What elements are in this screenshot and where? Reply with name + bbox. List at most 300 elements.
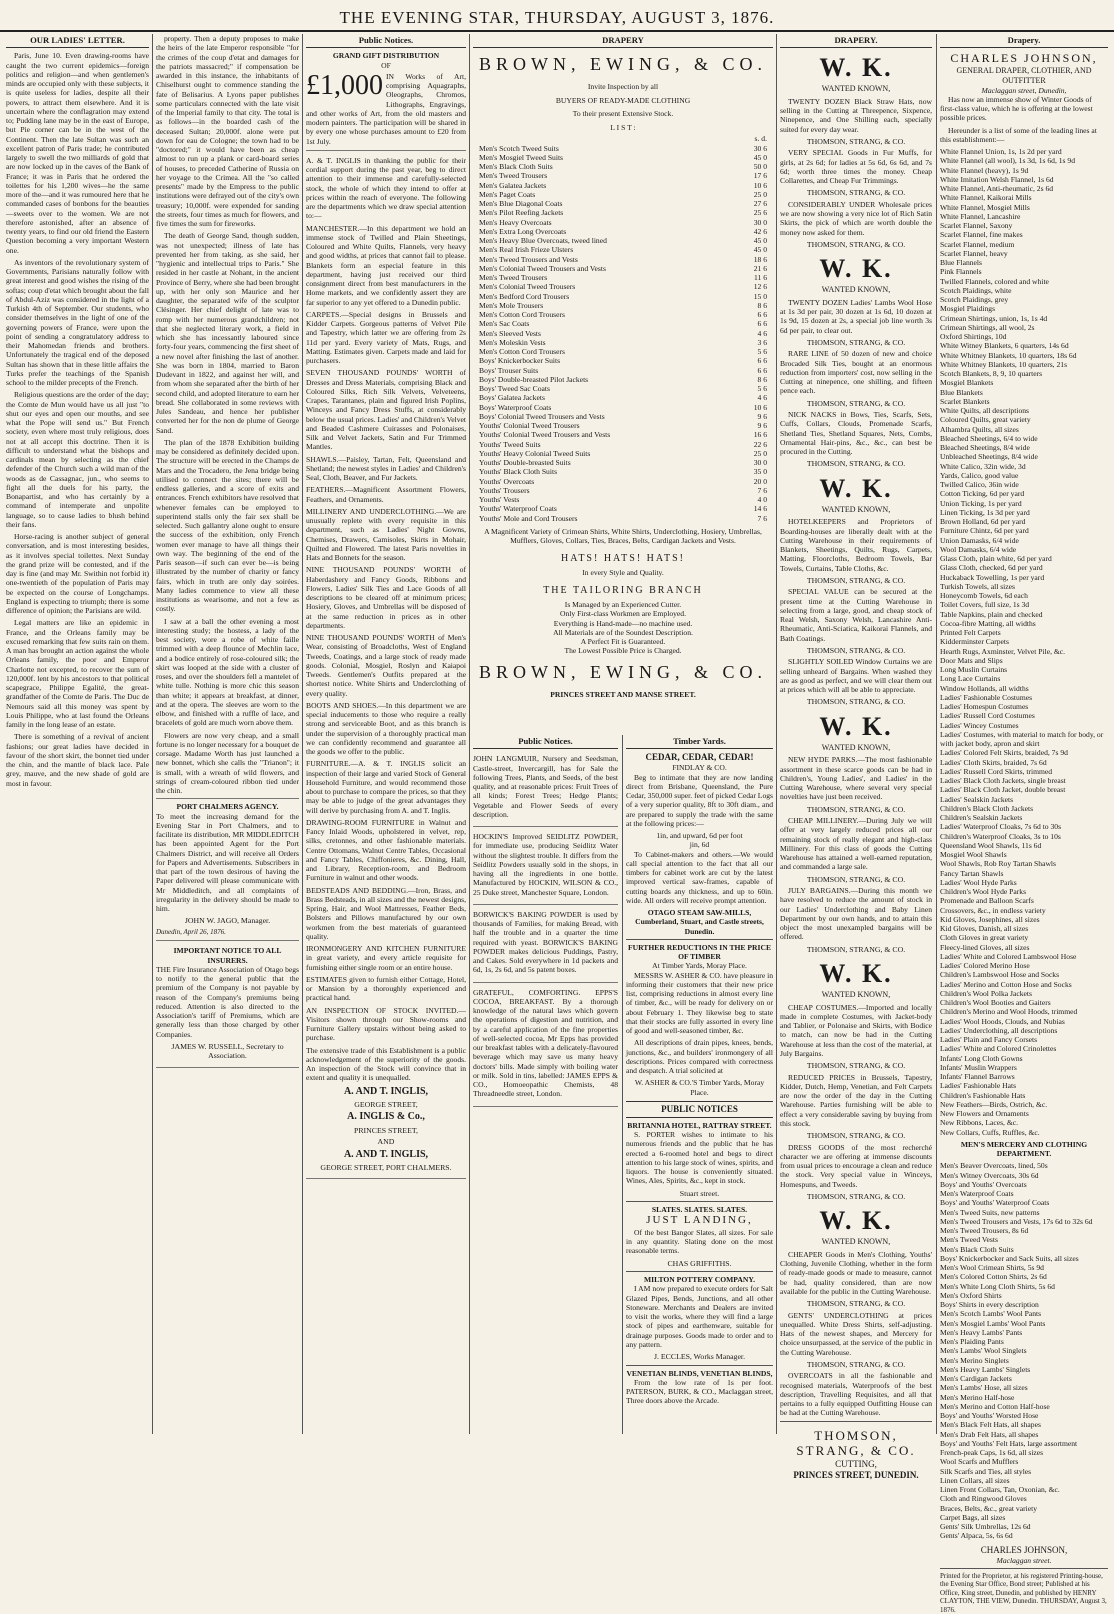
goods-line: Union Damasks, 6/4 wide: [940, 535, 1019, 545]
wanted-known: WANTED KNOWN,: [821, 504, 891, 514]
price-list-row: [479, 486, 767, 495]
article-paragraph: Religious questions are the order of the day; the Comte de Mun would have us all just "to shut our eyes and open our mouths, and see what the Pope will send us." But French society, even where most truly religious, does not at all accept this doctrine. Then it is difficult to understand what the bishops and cardinals mean by selecting as the chief defender of the Church such a wild man of the woods as de Cassagnac, jun., who seems to fight all the duels for his party, the Bonapartist, and who has certainly by a command of intemperate and unpolite language, so to cause ladies to blush behind their fans.: [6, 390, 149, 529]
charles-johnson-address: Maclaggan street, Dunedin,: [981, 85, 1067, 95]
goods-line: White Flannel, Lancashire: [940, 211, 1021, 221]
goods-line: Blue Flannels: [940, 258, 982, 268]
price-item-value: 25 6: [753, 208, 767, 218]
goods-line: Cotton Ticking, 6d per yard: [940, 489, 1025, 499]
price-list: [473, 134, 773, 523]
thomson-strang-signature: THOMSON, STRANG, & CO.: [806, 944, 906, 954]
price-item-name: Youths' Overcoats: [479, 476, 535, 486]
thomson-strang-signature: THOMSON, STRANG, & CO.: [806, 697, 906, 707]
brown-ewing-address: PRINCES STREET AND MANSE STREET.: [550, 689, 696, 699]
thomson-strang-brand: THOMSON, STRANG, & CO.: [796, 1427, 916, 1459]
thomson-strang-cutting: CUTTING,: [835, 1459, 877, 1470]
price-item-name: Men's Colonial Tweed Trousers: [479, 282, 576, 292]
goods-line: Linen Ticking, 1s 3d per yard: [940, 507, 1030, 517]
gift-distribution-of: OF: [381, 60, 391, 70]
inglis-paragraph: CARPETS.—Special designs in Brussels and Kidder Carpets. Gorgeous patterns of Velvet Pile and Tapestry, which latter we are offering from 2s 11d per yard. Every variety of Mats, Rugs, and Matting. Estimates given. Carpets made and laid for purchasers.: [306, 309, 466, 366]
asher-text-2: All descriptions of drain pipes, knees, bends, junctions, &c., and builders' ironmongery of all descriptions. Prices compared with correctness and despatch. A trial solicited at: [626, 1038, 773, 1076]
price-list-row: [479, 301, 767, 310]
inglis-paragraph: SHAWLS.—Paisley, Tartan, Felt, Queensland and Shetland; the newest styles in Ladies' and Children's Seal, Cloth, Beaver, and Fur Jackets.: [306, 454, 466, 483]
mens-goods-line: Men's Tweed Trousers and Vests, 17s 6d to 32s 6d: [940, 1216, 1093, 1226]
price-list-row: [479, 236, 767, 245]
price-item-value: 4 6: [757, 393, 767, 403]
price-item-name: Men's Colonial Tweed Trousers and Vests: [479, 263, 606, 273]
price-list-row: [479, 162, 767, 171]
column-rule: [622, 735, 623, 1434]
price-item-name: Boys' Knickerbocker Suits: [479, 356, 561, 366]
article-paragraph: Flowers are now very cheap, and a small fortune is no longer necessary for a bouquet de corsage. Madame Worth has just launched a new bonnet, which she calls the "Trianon"; it is small, with a wreath of wild flowers, and strings of cream-coloured ribbon tied under the chin.: [156, 730, 299, 795]
goods-line: Unbleached Sheetings, 8/4 wide: [940, 452, 1038, 462]
price-item-value: 11 6: [753, 273, 767, 283]
list-title: L I S T :: [610, 123, 636, 133]
inglis-paragraph: BEDSTEADS AND BEDDING.—Iron, Brass, and Brass Bedsteads, in all sizes and the newest designs, Spring, Hair, and Wool Mattresses, Feather Beds, Bolsters and Pillows manufactured by our own workmen from the best materials of guaranteed quality.: [306, 885, 466, 941]
price-item-name: Men's Tweed Trousers and Vests: [479, 254, 578, 264]
charles-johnson-intro: Has now an immense show of Winter Goods of first-class value, which he is offering at the lowest possible prices.: [940, 94, 1093, 123]
column-thomson-strang: [780, 34, 932, 1481]
notice-ad: [473, 830, 618, 905]
goods-line: New Collars, Cuffs, Ruffles, &c.: [940, 1127, 1040, 1137]
goods-line: Queensland Wool Shawls, 11s 6d: [940, 840, 1042, 850]
mens-goods-line: Men's Merino Singlets: [940, 1355, 1009, 1365]
thomson-strang-signature: THOMSON, STRANG, & CO.: [806, 1061, 906, 1071]
goods-line: Fancy Tartan Shawls: [940, 868, 1004, 878]
goods-line: Infants' Long Cloth Gowns: [940, 1053, 1023, 1063]
port-chalmers-notice: [156, 798, 299, 941]
mens-goods-line: Gents' Alpaca, 5s, 6s 6d: [940, 1531, 1013, 1541]
goods-line: Union Ticking, 1s per yard: [940, 498, 1022, 508]
port-chalmers-date: Dunedin, April 26, 1876.: [156, 927, 226, 936]
mens-goods-line: Men's White Long Cloth Shirts, 5s 6d: [940, 1281, 1055, 1291]
mens-goods-line: Boys' and Youths' Felt Hats, large assortment: [940, 1438, 1078, 1448]
price-item-value: 15 0: [753, 291, 767, 301]
price-item-name: Youths' Waterproof Coats: [479, 504, 557, 514]
charles-johnson-signature: CHARLES JOHNSON,: [980, 1544, 1068, 1555]
price-item-value: 35 0: [753, 467, 767, 477]
goods-line: Ladies' Wool Hoods, Clouds, and Nubias: [940, 1016, 1065, 1026]
goods-line: Ladies' White and Colored Crinolettes: [940, 1044, 1057, 1054]
cedar-heading: CEDAR, CEDAR, CEDAR!: [645, 752, 754, 763]
inglis-paragraph: BOOTS AND SHOES.—In this department we are special inducements to those who require a really strong and serviceable Boot, and as this branch is under the supervision of a thoroughly practical man we can confidently recommend and guarantee all the goods we offer to the public.: [306, 700, 466, 757]
wk-ad: CONSIDERABLY UNDER Wholesale prices we are now showing a very nice lot of Rich Satin Skirts, the pick of which are worth double the money now asked for them.: [780, 199, 932, 237]
tailoring-line: Everything is Hand-made—no machine used.: [553, 618, 693, 628]
wk-ad: TWENTY DOZEN Black Straw Hats, now selling in the Cutting at Threepence, Sixpence, Ninepence, and One Shilling each, specially suited for every day wear.: [780, 96, 932, 134]
price-item-value: 7 6: [757, 513, 767, 523]
price-item-value: 45 0: [753, 245, 767, 255]
goods-line: Yards, Calico, good value: [940, 470, 1019, 480]
cedar-price: 1in, and upward, 6d per foot: [656, 831, 743, 841]
goods-line: Mosgiel Blankets: [940, 378, 994, 388]
goods-line: Ladies' Underclothing, all descriptions: [940, 1025, 1058, 1035]
goods-line: Cocoa-fibre Matting, all widths: [940, 618, 1036, 628]
goods-line: Long Muslin Curtains: [940, 665, 1008, 675]
price-item-name: Men's Mosgiel Tweed Suits: [479, 152, 564, 162]
price-item-name: Youths' Double-breasted Suits: [479, 458, 571, 468]
price-item-value: 14 6: [753, 504, 767, 514]
buyers-text: BUYERS OF READY-MADE CLOTHING: [555, 95, 691, 105]
notice-text: JOHN LANGMUIR, Nursery and Seedsman, Castle-street, Invercargill, has for Sale the following Trees, Plants, and Seeds, of the best quality, and at reasonable prices: Fruit Trees of all kinds; Forest Trees; Hedge Plants; Vegetable and Flower Seeds of every description.: [473, 754, 618, 819]
goods-line: White Flannel, Mosgiel Mills: [940, 202, 1030, 212]
goods-line: Ladies' Russell Cord Skirts, trimmed: [940, 766, 1053, 776]
mens-goods-line: Men's Plaiding Pants: [940, 1337, 1004, 1347]
price-item-name: Men's Real Irish Frieze Ulsters: [479, 245, 574, 255]
goods-line: Scarlet Flannel, heavy: [940, 248, 1008, 258]
goods-line: White Flannel Union, 1s, 1s 2d per yard: [940, 147, 1062, 157]
goods-line: New Ribbons, Laces, &c.: [940, 1118, 1019, 1128]
gift-text: IN Works of Art, comprising Aquagraphs, Oleographs, Chromos, Lithographs, Engravings, and other works of Art, from the old masters and modern painters. The participation will be shared in by every one whose purchases amount to £20 from 1st July.: [306, 71, 466, 146]
price-item-name: Boys' Trouser Suits: [479, 365, 539, 375]
mens-goods-line: Men's Beaver Overcoats, lined, 50s: [940, 1161, 1048, 1171]
inglis-signature: A. INGLIS & Co.,: [347, 1111, 425, 1123]
inglis-paragraph: FURNITURE.—A. & T. INGLIS solicit an inspection of their large and varied Stock of General Household Furniture, and would recommend those about to purchase to compare the prices, so that they may be able to judge of the great advantages they will derive by purchasing from A. and T. Inglis.: [306, 759, 466, 815]
tailoring-line: All Materials are of the Soundest Description.: [553, 627, 693, 637]
goods-line: Kid Gloves, Danish, all sizes: [940, 924, 1029, 934]
price-item-name: Men's Cotton Cord Trousers: [479, 310, 565, 320]
price-list-row: [479, 218, 767, 227]
goods-line: Crimean Shirtings, all wool, 2s: [940, 322, 1035, 332]
goods-line: Ladies' Colored Felt Skirts, braided, 7s 9d: [940, 748, 1068, 758]
tailoring-line: A Perfect Fit is Guaranteed.: [580, 637, 666, 647]
goods-line: Wool Damasks, 6/4 wide: [940, 544, 1017, 554]
insurance-text: THE Fire Insurance Association of Otago begs to notify to the general public that the premium of the Company is not payable by reason of the Company's premiums being reduced. Attention is also directed to the Association's tariff of Premiums, which are generally less than those charged by other Companies.: [156, 964, 299, 1039]
price-list-row: [479, 144, 767, 153]
port-chalmers-text: To meet the increasing demand for the Evening Star in Port Chalmers, and to facilitate its distribution, MR MIDDLEDITCH has been appointed Agent for the Port Chalmers District, and will receive all Orders for Papers and Advertisements. Subscribers in that part of the town desirous of having the Paper delivered will please communicate with Mr Middleditch, and all complaints of irregularity in the delivery should be made to him.: [156, 811, 299, 913]
goods-line: Brown Holland, 6d per yard: [940, 517, 1026, 527]
goods-line: Ladies' Homespun Costumes: [940, 702, 1029, 712]
article-paragraph: The plan of the 1878 Exhibition building may be considered as definitely decided upon. The structure will be erected in the Champs de Mars and the Trocadero, the Jena bridge being utilised to connect the sites; there will be endless galleries, and a score of exits and entrances. French exhibitors have resolved that whenever females can be employed to superintend stalls only the fair sex shall be selected. Such gallantry alone ought to ensure the success of the exhibition, only French women ever manage to have all things their own way. The beginning of the end of the Paris season—if such can ever be—is being illustrated by the number of charity or fancy fairs, which in truth are only day soirées. Many ladies commence to view all these institutions as wearisome, and not a few as costly.: [156, 437, 299, 614]
goods-line: Infants' Muslin Wrappers: [940, 1062, 1017, 1072]
price-item-value: 8 6: [757, 374, 767, 384]
insurance-title: IMPORTANT NOTICE TO ALL INSURERS.: [173, 946, 282, 965]
price-item-value: 25 0: [753, 448, 767, 458]
price-item-name: Boys' Tweed Sac Coats: [479, 384, 550, 394]
price-item-name: Youths' Trousers: [479, 485, 530, 495]
column-rule: [776, 34, 777, 1434]
wk-ad: CHEAP MILLINERY.—During July we will offer at very largely reduced prices all our remaining stock of really elegant and high-class Millinery. For this class of goods the Cutting Warehouse has attained a well-earned reputation, and commanded a large sale.: [780, 816, 932, 872]
price-item-name: Youths' Colonial Tweed Trousers and Vests: [479, 430, 611, 440]
tailoring-heading: THE TAILORING BRANCH: [543, 584, 703, 596]
goods-line: Turkish Towels, all sizes: [940, 581, 1015, 591]
mens-goods-line: Cloth and Ringwood Gloves: [940, 1494, 1027, 1504]
saw-mills: OTAGO STEAM SAW-MILLS, Cumberland, Stuart, and Castle streets, Dunedin.: [635, 908, 764, 936]
goods-line: Blue Blankets: [940, 387, 983, 397]
landing-heading: JUST LANDING,: [646, 1214, 753, 1227]
price-list-row: [479, 153, 767, 162]
wk-ad: JULY BARGAINS.—During this month we have resolved to reduce the amount of stock in our Ladies' Underclothing and Baby Linen Department by our own hands, and to attain this object the most unexampled bargains will be offered.: [780, 886, 932, 942]
column-public-notices-lower: [473, 735, 618, 1434]
price-list-row: [479, 421, 767, 430]
price-item-value: 6 6: [757, 310, 767, 320]
price-list-row: [479, 208, 767, 217]
goods-line: White Whitney Blankets, 10 quarters, 21s: [940, 359, 1068, 369]
column-article-continued: [156, 34, 299, 1434]
goods-line: White Imitation Welsh Flannel, 1s 6d: [940, 174, 1054, 184]
wk-heading: W. K.: [819, 711, 893, 741]
wanted-known: WANTED KNOWN,: [821, 742, 891, 752]
goods-line: Ladies' Wool Hyde Parks: [940, 877, 1017, 887]
price-list-row: [479, 245, 767, 254]
goods-line: Long Lace Curtains: [940, 674, 1001, 684]
mens-goods-line: Men's Lambs' Wool Singlets: [940, 1346, 1027, 1356]
goods-line: Bleached Sheetings, 6/4 to wide: [940, 433, 1038, 443]
price-item-value: 22 6: [753, 439, 767, 449]
thomson-strang-signature: THOMSON, STRANG, & CO.: [806, 459, 906, 469]
inglis-paragraph: MILLINERY AND UNDERCLOTHING.—We are unusually replete with every requisite in this department, such as Ladies' Night Gowns, Chemises, Drawers, Camisoles, Skirts in Mohair, Quilted and Flowered. The latest Paris novelties in Hats and Bonnets for the season.: [306, 506, 466, 563]
cedar-text: Beg to intimate that they are now landing direct from Brisbane, Queensland, the Pure Cedar, 350,000 super. feet of picked Cedar Logs of a very superior quality, 8ft to 30ft diam., and are prepared to supply the trade with the same at the following prices:—: [626, 772, 773, 828]
goods-line: Crimean Shirtings, union, 1s, 1s 4d: [940, 313, 1048, 323]
price-item-value: 18 6: [753, 254, 767, 264]
insurance-signature: JAMES W. RUSSELL, Secretary to Association.: [171, 1041, 284, 1061]
mens-goods-line: Men's Merino Half-hose: [940, 1392, 1015, 1402]
mens-goods-line: Men's Colored Cotton Shirts, 2s 6d: [940, 1272, 1047, 1282]
pottery-signature: J. ECCLES, Works Manager.: [653, 1352, 746, 1362]
inglis-signature: A. AND T. INGLIS,: [343, 1085, 429, 1097]
goods-line: White Flannel, Anti-rheumatic, 2s 6d: [940, 184, 1054, 194]
price-list-row: [479, 181, 767, 190]
wk-ad: DRESS GOODS of the most recherché character we are offering at immense discounts from usual prices to encourage a clean and reduce the stock. Very special value in Winceys, Homespuns, and Tweeds.: [780, 1142, 932, 1189]
brown-ewing-brand: BROWN, EWING, & CO.: [479, 661, 767, 682]
column-rule: [302, 34, 303, 1434]
port-chalmers-signature: JOHN W. JAGO, Manager.: [184, 916, 271, 926]
imprint: Printed for the Proprietor, at his registered Printing-house, the Evening Star Office, Bond street; Published at his Office, King street, Dunedin, and published by HENRY CLAYTON, THE VIEW, Dunedin. THURSDAY, August 3, 1876.: [940, 1571, 1107, 1614]
mens-goods-line: Men's Heavy Lambs' Singlets: [940, 1364, 1031, 1374]
goods-line: Coloured Quilts, great variety: [940, 415, 1031, 425]
goods-line: Ladies' Colored Merino Hose: [940, 961, 1030, 971]
price-item-value: 6 6: [757, 356, 767, 366]
goods-line: Children's Wool Hyde Parks: [940, 887, 1027, 897]
notice-ad: [473, 908, 618, 983]
mens-goods-line: Linen Collars, all sizes: [940, 1475, 1010, 1485]
insurance-notice: [156, 944, 299, 1068]
blinds-text: From the low rate of 1s per foot. PATERSON, BURK, & CO., Maclaggan street, Three doors above the Arcade.: [626, 1377, 773, 1406]
price-item-value: 4 0: [757, 495, 767, 505]
goods-line: Infants' Flannel Barrows: [940, 1072, 1015, 1082]
goods-line: Cloth Gloves in great variety: [940, 933, 1029, 943]
thomson-strang-signature: THOMSON, STRANG, & CO.: [806, 1131, 906, 1141]
price-item-value: 4 6: [757, 328, 767, 338]
goods-line: Furniture Chintz, 6d per yard: [940, 526, 1029, 536]
price-item-value: 50 0: [753, 162, 767, 172]
mens-goods-line: Carpet Bags, all sizes: [940, 1512, 1006, 1522]
price-item-name: Boys' Double-breasted Pilot Jackets: [479, 374, 589, 384]
thomson-strang-signature: THOMSON, STRANG, & CO.: [806, 804, 906, 814]
price-list-row: [479, 393, 767, 402]
price-list-row: [479, 356, 767, 365]
public-notices-subheader: PUBLIC NOTICES: [626, 1101, 773, 1118]
price-item-name: Men's Cotton Cord Trousers: [479, 347, 565, 357]
mens-department-title: MEN'S MERCERY AND CLOTHING DEPARTMENT.: [960, 1139, 1088, 1159]
price-item-value: 5 6: [757, 347, 767, 357]
drapery-header: DRAPERY.: [780, 34, 932, 48]
price-item-name: Men's Bedford Cord Trousers: [479, 291, 570, 301]
goods-line: White Calico, 32in wide, 3d: [940, 461, 1026, 471]
goods-line: Scarlet Flannel, Saxony: [940, 221, 1013, 231]
inglis-paragraph: A. & T. INGLIS in thanking the public for their cordial support during the past year, beg to direct attention to their immense and carefully-selected stock, the whole of which they intend to offer at prices within the reach of everyone. The following are the departments which we draw special attention to:—: [306, 155, 466, 221]
goods-line: Kidderminster Carpets: [940, 637, 1009, 647]
article-paragraph: The death of George Sand, though sudden, was not unexpected; illness of late has prevented her from taking, as she said, her "hygienic and intellectual trips to Paris." She resided in her castle at Nohant, in the ancient Province of Berry, where she had been brought up, with her only son Maurice and her daughter, the separated wife of the sculptor Clésinger. Her chief delight of late was to romp with her numerous grandchildren; not that she neglected literary work, a field in which she has incessantly laboured since forty-four years, commencing the first sheet of a new novel after finishing the last of another. She was born in 1804, married to Baron Dudevant in 1822, and against her will, and from whom she separated after the birth of her second child, and adopted literature to earn her bread. She collaborated in some reviews with Jules Sandeau, and hence her publisher converted her for the non de plume of George Sand.: [156, 231, 299, 435]
price-item-value: 10 6: [753, 180, 767, 190]
assort-text: A Magnificent Variety of Crimean Shirts, White Shirts, Underclothing, Hosiery, Umbrellas, Mufflers, Gloves, Collars, Ties, Braces, Belts, Cardigan Jackets and Vests.: [484, 526, 762, 546]
price-item-name: Men's Heavy Overcoats: [479, 217, 552, 227]
goods-line: Toilet Covers, full size, 1s 3d: [940, 600, 1030, 610]
thomson-strang-signature: THOMSON, STRANG, & CO.: [806, 874, 906, 884]
price-list-row: [479, 403, 767, 412]
goods-line: Bleached Sheetings, 8/4 wide: [940, 443, 1030, 453]
wk-ad: TWENTY DOZEN Ladies' Lambs Wool Hose at 1s 3d per pair, 30 dozen at 1s 6d, 10 dozen at 1s 9d, 15 dozen at 2s, a special job line worth 3s 6d per pair, to clear out.: [780, 297, 932, 335]
price-list-row: [479, 449, 767, 458]
wk-heading: W. K.: [819, 1206, 893, 1236]
landing-signature: CHAS GRIFFITHS.: [667, 1258, 732, 1268]
price-list-row: [479, 338, 767, 347]
price-item-value: 5 6: [757, 384, 767, 394]
stock-text: To their present Extensive Stock.: [572, 108, 674, 118]
goods-line: White Flannel, Kaikorai Mills: [940, 193, 1032, 203]
mens-goods-line: Boys' and Youths' Worsted Hose: [940, 1411, 1039, 1421]
price-list-row: [479, 384, 767, 393]
wk-ad: RARE LINE of 50 dozen of new and choice Brocaded Silk Ties, bought at an enormous reduction from importers' cost, now selling in the Cutting at ninepence, one shilling, and fifteen pence each.: [780, 349, 932, 396]
notice-text: BORWICK'S BAKING POWDER is used by thousands of Families, for making Bread, with half the trouble and in a quarter the time required with yeast. BORWICK'S BAKING POWDER makes delicious Puddings, Pastry, and Cakes. Sold everywhere in 1d packets and 6d, 1s, 2s 6d, and 5s patent boxes.: [473, 909, 618, 975]
price-item-name: Men's Heavy Blue Overcoats, tweed lined: [479, 236, 607, 246]
brown-ewing-brand: BROWN, EWING, & CO.: [479, 54, 767, 75]
mens-goods-line: Men's Tweed Vests: [940, 1235, 998, 1245]
mens-goods-line: Boys' Shirts in every description: [940, 1300, 1039, 1310]
goods-line: Hearth Rugs, Axminster, Velvet Pile, &c.: [940, 646, 1066, 656]
goods-line: Scotch Plaidings, white: [940, 285, 1012, 295]
price-item-name: Men's Tweed Trousers: [479, 273, 548, 283]
pottery-text: I AM now prepared to execute orders for Salt Glazed Pipes, Bends, Junctions, and all other Stoneware. Merchants and Dealers are invited to visit the works, where they will find a large stock of pipes and earthenware, suitable for drainage purposes. Goods made to order and to any pattern.: [626, 1284, 773, 1349]
hotel-signature: Stuart street.: [679, 1188, 720, 1198]
wk-heading: W. K.: [819, 254, 893, 284]
goods-line: Ladies' Plain and Fancy Corsets: [940, 1035, 1038, 1045]
mens-goods-line: Men's Cardigan Jackets: [940, 1374, 1012, 1384]
mens-goods-list: [940, 1161, 1108, 1540]
mens-goods-line: Boys' Knickerbocker and Sack Suits, all sizes: [940, 1253, 1079, 1263]
inglis-paragraph: SEVEN THOUSAND POUNDS' WORTH of Dresses and Dress Materials, comprising Black and Coloured Silks, Rich Silk Velvets, Velveteens, Crapes, Tarantanes, plain and figured Irish Poplins, Winceys and Fancy Dress Stuffs, at considerably below the usual prices. Ladies' and Children's Velvet and Beaded Cashmere Cuirasses and Polonaises, Silk and Velvet Jackets, Satin and Fur Trimmed Mantles.: [306, 368, 466, 452]
price-item-name: Men's Scotch Tweed Suits: [479, 143, 559, 153]
article-paragraph: There is something of a revival of ancient fashions; our great ladies have decided in favour of the short skirt, the bonnet tied under the chin, and the mantle of black lace. Pale grey, mauve, and the new shade of gold are most in favour.: [6, 732, 149, 788]
goods-line: Glass Cloth, checked, 6d per yard: [940, 563, 1043, 573]
price-item-name: Men's Extra Long Overcoats: [479, 226, 567, 236]
goods-line: Scotch Plaidings, grey: [940, 295, 1009, 305]
mens-goods-line: Men's Witney Overcoats, 30s 6d: [940, 1170, 1039, 1180]
price-item-name: Youths' Vests: [479, 495, 520, 505]
price-item-value: 8 6: [757, 300, 767, 310]
slates-title: SLATES. SLATES. SLATES.: [651, 1205, 748, 1215]
price-list-row: [479, 495, 767, 504]
price-list-row: [479, 264, 767, 273]
landing-text: Of the best Bangor Slates, all sizes. For sale in any quantity. Slating done on the most reasonable terms.: [626, 1227, 773, 1256]
price-item-value: 9 6: [757, 411, 767, 421]
price-item-value: 30 0: [753, 217, 767, 227]
goods-line: Ladies' Merino and Cotton Hose and Socks: [940, 979, 1072, 989]
price-item-name: Boys' Galatea Jackets: [479, 393, 545, 403]
wanted-known: WANTED KNOWN,: [821, 989, 891, 999]
price-item-name: Youths' Tweed Suits: [479, 439, 541, 449]
price-item-value: 12 6: [753, 282, 767, 292]
charles-johnson-name: CHARLES JOHNSON,: [950, 51, 1098, 66]
mens-goods-line: Men's Lambs' Hose, all sizes: [940, 1383, 1028, 1393]
mens-goods-line: Men's Tweed Trousers, 8s 6d: [940, 1226, 1029, 1236]
inglis-street: GEORGE STREET,: [354, 1099, 418, 1109]
mens-goods-line: Men's Heavy Lambs' Pants: [940, 1327, 1023, 1337]
thomson-strang-signature: THOMSON, STRANG, & CO.: [806, 188, 906, 198]
goods-line: Scarlet Flannel, medium: [940, 239, 1015, 249]
goods-line: Children's Wool Booties and Gaiters: [940, 998, 1051, 1008]
price-item-name: Men's Paget Coats: [479, 189, 536, 199]
price-list-row: [479, 375, 767, 384]
mens-goods-line: Men's Black Cloth Suits: [940, 1244, 1014, 1254]
goods-line: Ladies' Sealskin Jackets: [940, 794, 1014, 804]
goods-line: Ladies' Fashionable Costumes: [940, 692, 1033, 702]
timber-header: Timber Yards.: [626, 735, 773, 749]
goods-line: Ladies' White and Colored Lambswool Hose: [940, 951, 1077, 961]
wk-ad: GENTS' UNDERCLOTHING at prices unequalled. White Dress Shirts, self-adjusting. Hats of the newest shapes, and Mercery for choice unsurpassed, at the service of the public in the Cutting Warehouse.: [780, 1310, 932, 1357]
column-rule: [152, 34, 153, 1434]
mens-goods-line: Men's Waterproof Coats: [940, 1189, 1014, 1199]
public-notices-header: Public Notices.: [306, 34, 466, 48]
article-paragraph: property. Then a deputy proposes to make the heirs of the late Emperor responsible "for the crimes of the coup d'etat and damages for the patriots massacred;" if compensation be awarded in this instance, the inhabitants of Chiselhurst ought to commence standing the fate of Belisarius. A Lyons paper publishes some particulars connected with the late visit of the Imperial family to that city. The total is as follows—in the boarded cash of the deceased Sultan; 20,000f. alone were put down for eau de Cologne; the town had to be "doctored;" it would have been as cheap almost to run up a plank or card-board series of houses, to preceded Catherine of Russia on her voyage to the Crimea. All the "so called presents" made by the Empress to the public institutions were defrayed out of the city's own treasury; 10,000f. were expended for sanding the streets, four times as much for flowers, and five times the sum for fireworks.: [156, 34, 299, 228]
price-list-head: s. d.: [754, 134, 767, 144]
wk-ad: VERY SPECIAL Goods in Fur Muffs, for girls, at 2s 6d; for ladies at 5s 6d, 6s 6d, and 7s 6d; worth three times the money. Cheap Collarettes, and Cheap Fur Trimmings.: [780, 148, 932, 186]
inglis-ad: [306, 154, 466, 1179]
price-list-row: [479, 227, 767, 236]
goods-line: Ladies' Wincey Costumes: [940, 720, 1019, 730]
hats-heading: HATS! HATS! HATS!: [560, 553, 685, 565]
mens-goods-line: Men's Merino and Cotton Half-hose: [940, 1401, 1050, 1411]
price-item-name: Men's Mole Trousers: [479, 300, 544, 310]
thomson-strang-signature: THOMSON, STRANG, & CO.: [806, 1191, 906, 1201]
inglis-paragraph: ESTIMATES given to furnish either Cottage, Hotel, or Mansion by a thoroughly experienced and practical hand.: [306, 974, 466, 1003]
column-rule: [936, 34, 937, 1434]
mens-goods-line: Men's Drab Felt Hats, all shapes: [940, 1429, 1039, 1439]
price-list-row: [479, 477, 767, 486]
goods-line: Children's Wool Polka Jackets: [940, 988, 1032, 998]
cedar-price: jin, 6d: [689, 840, 710, 850]
goods-line: Ladies' Cloth Skirts, braided, 7s 6d: [940, 757, 1047, 767]
goods-line: Mosgiel Wool Shawls: [940, 850, 1007, 860]
inglis-and: AND: [377, 1137, 395, 1147]
public-notices-header: Public Notices.: [473, 735, 618, 749]
article-paragraph: Legal matters are like an epidemic in France, and the Orleans family may be excused remarking that few suits rain on them. A man has brought an action against the whole Orleans family, the poor and Emperor Charlotte not excepted, to recover the sum of 120,000f. lent by his ancestors to that political scapegrace, Philippe Egalité, the great-grandfather of the Comte de Paris. The Duc de Nemours said all this money was spent by Louis Philippe, who at last found the Orleans family in the long lease of an estate.: [6, 618, 149, 730]
goods-line: White Whitney Blankets, 10 quarters, 18s 6d: [940, 350, 1077, 360]
thomson-strang-address: PRINCES STREET, DUNEDIN.: [793, 1470, 919, 1481]
goods-line: White Quilts, all descriptions: [940, 406, 1030, 416]
price-item-value: 20 0: [753, 476, 767, 486]
column-rule: [469, 34, 470, 1434]
hotel-text: S. PORTER wishes to intimate to his numerous friends and the public that he has erected a 6-roomed hotel and begs to direct attention to his large stock of wines, spirits, and liquors. The house is conveniently situated. Wines, Ales, Spirits, &c., kept in stock.: [626, 1130, 773, 1186]
price-list-row: [479, 310, 767, 319]
wk-ad: REDUCED PRICES in Brussels, Tapestry, Kidder, Dutch, Hemp, Venetian, and Felt Carpets are now the order of the day in the Cutting Warehouse. Parties furnishing will be able to effect a very considerable saving by buying from this stock.: [780, 1072, 932, 1128]
price-list-row: [479, 412, 767, 421]
goods-line: Pink Flannels: [940, 267, 982, 277]
article-paragraph: Paris, June 10. Even drawing-rooms have caught the two current epidemics—foreign politics and religion—and when gentlemen's minds are occupied only with these subjects, it is quite useless for ladies, despite all their powers, to attract them elsewhere. And it is uncertain where the conflagration may extend to; Pudding lane may be in the east of Europe, but Pie corner can be in the west of the Continent. Then the late Sultan was such an excellent patron of Paris trade; he contributed largely to swell the two milliards of gold that are now locked up in the caves of the Bank of France; it was in Paris that he ordered the toilettes for his 1,200 wives—he the same more of the—and it was rumoured here that he commanded cases of bonbons for the beauties—sweets over to the women. We are not therefore astonished, after an absence of twenty years, to find our old friend the Eastern Question becoming a very important Western one.: [6, 51, 149, 255]
inglis-street: PRINCES STREET,: [354, 1125, 418, 1135]
wanted-known: WANTED KNOWN,: [821, 285, 891, 295]
mens-goods-line: Wool Scarfs and Mufflers: [940, 1457, 1019, 1467]
reductions-sub: At Timber Yards, Moray Place.: [652, 961, 747, 971]
wk-ad: CHEAPER Goods in Men's Clothing, Youths' Clothing, Juvenile Clothing, whether in the form of ready-made goods or made to measure, cannot be had, quality considered, than are now available for the public in the Cutting Warehouse.: [780, 1249, 932, 1296]
mens-goods-line: Linen Front Collars, Tan, Oxonian, &c.: [940, 1485, 1060, 1495]
goods-line: Ladies' Black Cloth Jacket, double breast: [940, 785, 1066, 795]
goods-line: Children's Fashionable Hats: [940, 1090, 1026, 1100]
price-item-value: 16 6: [753, 430, 767, 440]
goods-line: Promenade and Balloon Scarfs: [940, 896, 1034, 906]
notice-ad: [473, 752, 618, 827]
wk-ad: OVERCOATS in all the fashionable and recognised materials, Waterproofs of the best description, Travelling Requisites, and all that pertains to a fully equipped Outfitting House can be had at the Cutting Warehouse.: [780, 1371, 932, 1418]
thomson-strang-signature: THOMSON, STRANG, & CO.: [806, 1359, 906, 1369]
goods-line: Oxford Shirtings, 10d: [940, 332, 1007, 342]
